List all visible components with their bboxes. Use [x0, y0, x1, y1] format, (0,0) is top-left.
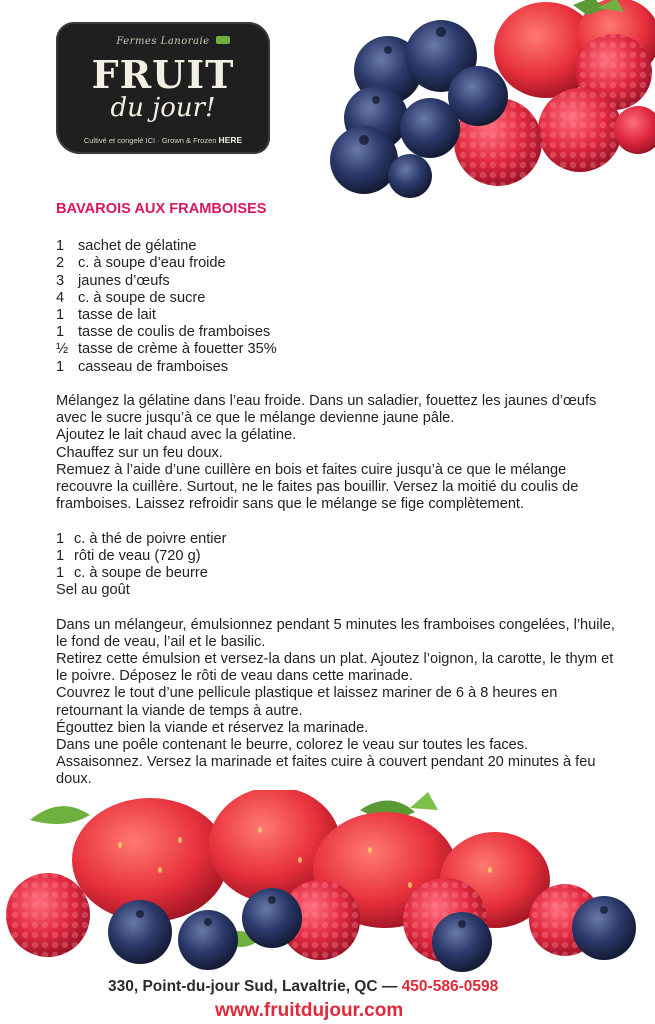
ingredient-text: casseau de framboises: [78, 358, 229, 375]
ingredient-quantity: 1: [56, 358, 65, 375]
step-paragraph: Chauffez sur un feu doux.: [56, 444, 223, 461]
ingredient-quantity: 2: [56, 255, 65, 272]
logo-tagline-en: Grown & Frozen: [161, 136, 217, 145]
ingredient-text: tasse de lait: [78, 307, 156, 324]
ingredient-item: [56, 255, 616, 272]
ingredient-text: c. à soupe de sucre: [78, 289, 206, 306]
logo-farm-name: Fermes Lanoraie: [116, 36, 210, 47]
step-paragraph: Couvrez le tout d’une pellicule plastique et laissez mariner de 6 à 8 heures en retournant la viande de temps à autre.: [56, 685, 558, 719]
step-paragraph: Dans une poêle contenant le beurre, colorez le veau sur toutes les faces.: [56, 737, 529, 754]
brand-logo: [56, 22, 270, 154]
ingredient-item: [56, 565, 616, 582]
website-link[interactable]: www.fruitdujour.com: [215, 1000, 404, 1021]
tractor-icon: [216, 36, 230, 44]
ingredient-item: [56, 238, 616, 255]
preparation-steps-2: [56, 617, 616, 789]
ingredient-item: [56, 359, 616, 376]
ingredient-list: [56, 238, 616, 376]
ingredient-item: [56, 324, 616, 341]
phone-number[interactable]: 450-586-0598: [401, 978, 499, 995]
ingredient-text: jaunes d’œufs: [78, 272, 170, 289]
ingredient-text: c. à thé de poivre entier: [74, 530, 227, 547]
ingredient-item: [56, 273, 616, 290]
ingredient-text: sachet de gélatine: [78, 238, 197, 255]
berries-bottom-image: [0, 790, 655, 975]
ingredient-quantity: 1: [56, 530, 65, 547]
ingredient-text: rôti de veau (720 g): [74, 547, 201, 564]
ingredient-quantity: 1: [56, 547, 65, 564]
ingredient-text: tasse de crème à fouetter 35%: [78, 341, 277, 358]
logo-brand-line1: FRUIT: [91, 52, 235, 97]
ingredient-list-2: [56, 531, 616, 583]
ingredient-item: [56, 307, 616, 324]
ingredient-quantity: 4: [56, 289, 65, 306]
step-paragraph: Remuez à l’aide d’une cuillère en bois et faites cuire jusqu’à ce que le mélange recouvre la cuillère. Surtout, ne le faites pas bouillir. Versez la moitié du coulis de framboises. Laissez refroidir sans que le mélange se fige complètement.: [56, 461, 579, 513]
step-paragraph: Ajoutez le lait chaud avec la gélatine.: [56, 427, 297, 444]
ingredient-quantity: 3: [56, 272, 65, 289]
recipe-content: [56, 201, 616, 789]
recipe-title: BAVAROIS AUX FRAMBOISES: [56, 201, 267, 217]
step-paragraph: Dans un mélangeur, émulsionnez pendant 5 minutes les framboises congelées, l’huile, le fond de veau, l’ail et le basilic.: [56, 616, 615, 650]
logo-tagline-here: HERE: [218, 135, 243, 145]
ingredient-text: tasse de coulis de framboises: [78, 324, 271, 341]
ingredient-text: c. à soupe de beurre: [74, 565, 208, 582]
step-paragraph: Retirez cette émulsion et versez-la dans un plat. Ajoutez l’oignon, la carotte, le thym et le poivre. Déposez le rôti de veau dans cette marinade.: [56, 651, 614, 685]
ingredient-text: c. à soupe d’eau froide: [78, 255, 226, 272]
ingredient-item: [56, 548, 616, 565]
ingredient-item: [56, 531, 616, 548]
berries-top-image: [318, 0, 655, 205]
ingredient-quantity: 1: [56, 565, 65, 582]
ingredient-quantity: ½: [56, 341, 69, 358]
logo-tagline-fr: Cultivé et congelé ICI: [83, 136, 156, 145]
address-line: [108, 978, 498, 996]
ingredient-item: [56, 341, 616, 358]
ingredient-quantity: 1: [56, 324, 65, 341]
preparation-steps: [56, 393, 616, 513]
logo-brand-line2: du jour!: [110, 93, 216, 123]
logo-tagline: Cultivé et congelé ICI · Grown & Frozen HERE: [83, 135, 243, 145]
ingredient-quantity: 1: [56, 238, 65, 255]
step-paragraph: Mélangez la gélatine dans l’eau froide. Dans un saladier, fouettez les jaunes d’œufs avec le sucre jusqu’à ce que le mélange devienne jaune pâle.: [56, 393, 597, 427]
address-text: 330, Point-du-jour Sud, Lavaltrie, QC —: [108, 978, 398, 995]
step-paragraph: Assaisonnez. Versez la marinade et faites cuire à couvert pendant 20 minutes à feu doux.: [56, 754, 596, 788]
ingredient-item: [56, 290, 616, 307]
seasoning-line: Sel au goût: [56, 582, 130, 599]
ingredient-quantity: 1: [56, 307, 65, 324]
step-paragraph: Égouttez bien la viande et réservez la marinade.: [56, 719, 369, 736]
